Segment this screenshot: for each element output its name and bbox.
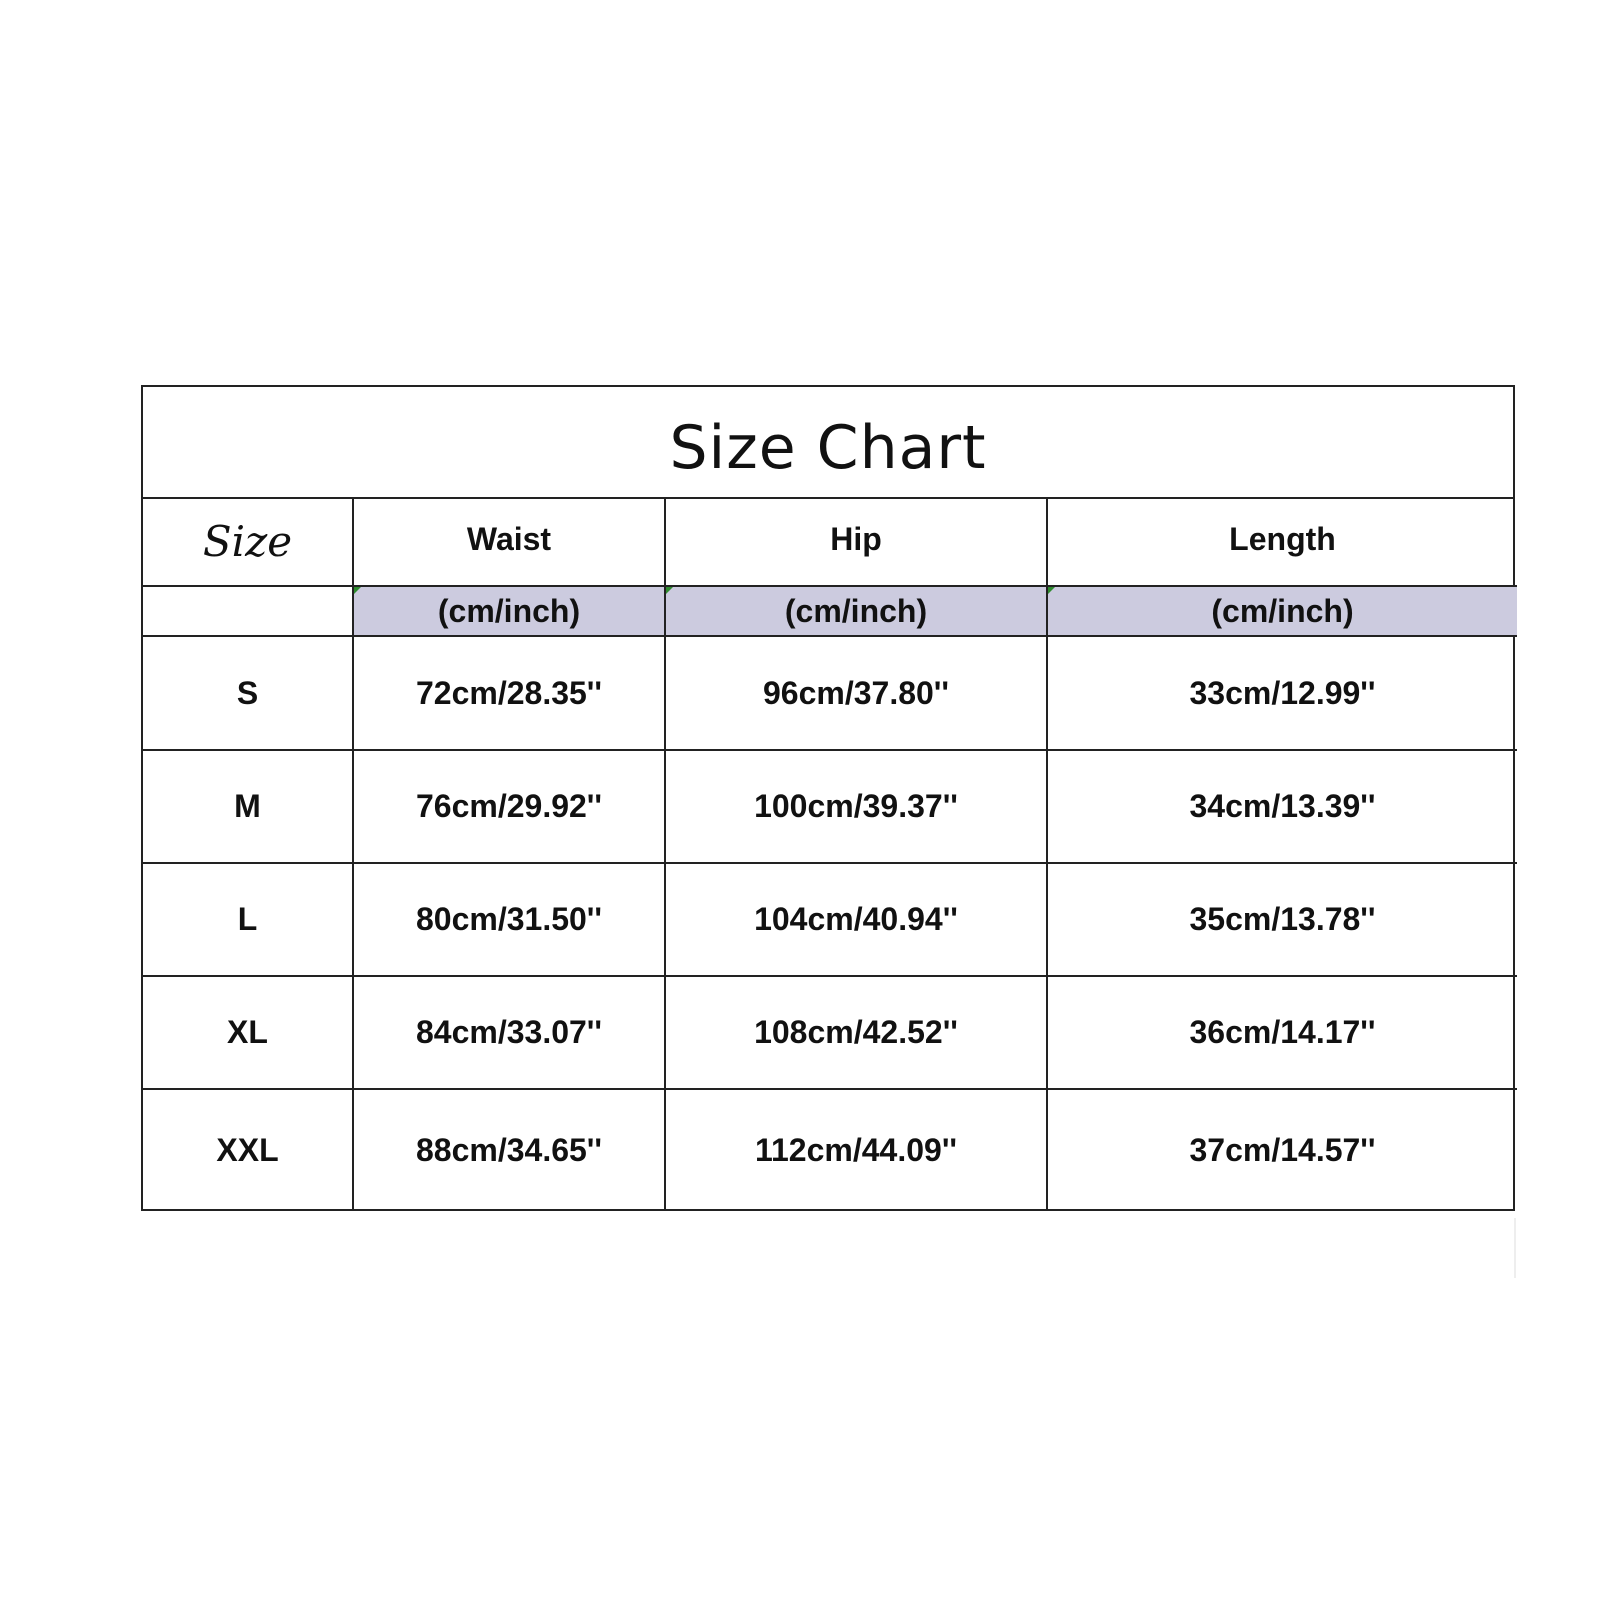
title-row bbox=[143, 387, 1513, 499]
unit-row bbox=[143, 586, 1517, 636]
chart-title: Size Chart bbox=[669, 413, 987, 483]
row-length: 33cm/12.99'' bbox=[1047, 636, 1517, 750]
row-hip: 100cm/39.37'' bbox=[665, 750, 1047, 863]
header-size: Size bbox=[143, 497, 353, 586]
row-hip: 96cm/37.80'' bbox=[665, 636, 1047, 750]
row-hip: 108cm/42.52'' bbox=[665, 976, 1047, 1089]
unit-hip: (cm/inch) bbox=[665, 586, 1047, 636]
row-waist: 80cm/31.50'' bbox=[353, 863, 665, 976]
size-chart bbox=[141, 385, 1515, 1211]
row-length: 37cm/14.57'' bbox=[1047, 1089, 1517, 1211]
unit-length: (cm/inch) bbox=[1047, 586, 1517, 636]
row-size: M bbox=[143, 750, 353, 863]
row-length: 35cm/13.78'' bbox=[1047, 863, 1517, 976]
header-hip: Hip bbox=[665, 497, 1047, 586]
row-size: XL bbox=[143, 976, 353, 1089]
size-table bbox=[143, 497, 1517, 1211]
row-waist: 84cm/33.07'' bbox=[353, 976, 665, 1089]
row-length: 36cm/14.17'' bbox=[1047, 976, 1517, 1089]
table-row bbox=[143, 750, 1517, 863]
unit-size-empty bbox=[143, 586, 353, 636]
row-hip: 104cm/40.94'' bbox=[665, 863, 1047, 976]
unit-waist: (cm/inch) bbox=[353, 586, 665, 636]
table-row bbox=[143, 863, 1517, 976]
row-waist: 88cm/34.65'' bbox=[353, 1089, 665, 1211]
table-row bbox=[143, 1089, 1517, 1211]
row-length: 34cm/13.39'' bbox=[1047, 750, 1517, 863]
header-length: Length bbox=[1047, 497, 1517, 586]
row-size: XXL bbox=[143, 1089, 353, 1211]
table-row bbox=[143, 976, 1517, 1089]
row-size: L bbox=[143, 863, 353, 976]
row-waist: 76cm/29.92'' bbox=[353, 750, 665, 863]
header-waist: Waist bbox=[353, 497, 665, 586]
divider bbox=[1514, 1218, 1516, 1278]
row-hip: 112cm/44.09'' bbox=[665, 1089, 1047, 1211]
header-row bbox=[143, 497, 1517, 586]
row-waist: 72cm/28.35'' bbox=[353, 636, 665, 750]
row-size: S bbox=[143, 636, 353, 750]
table-row bbox=[143, 636, 1517, 750]
